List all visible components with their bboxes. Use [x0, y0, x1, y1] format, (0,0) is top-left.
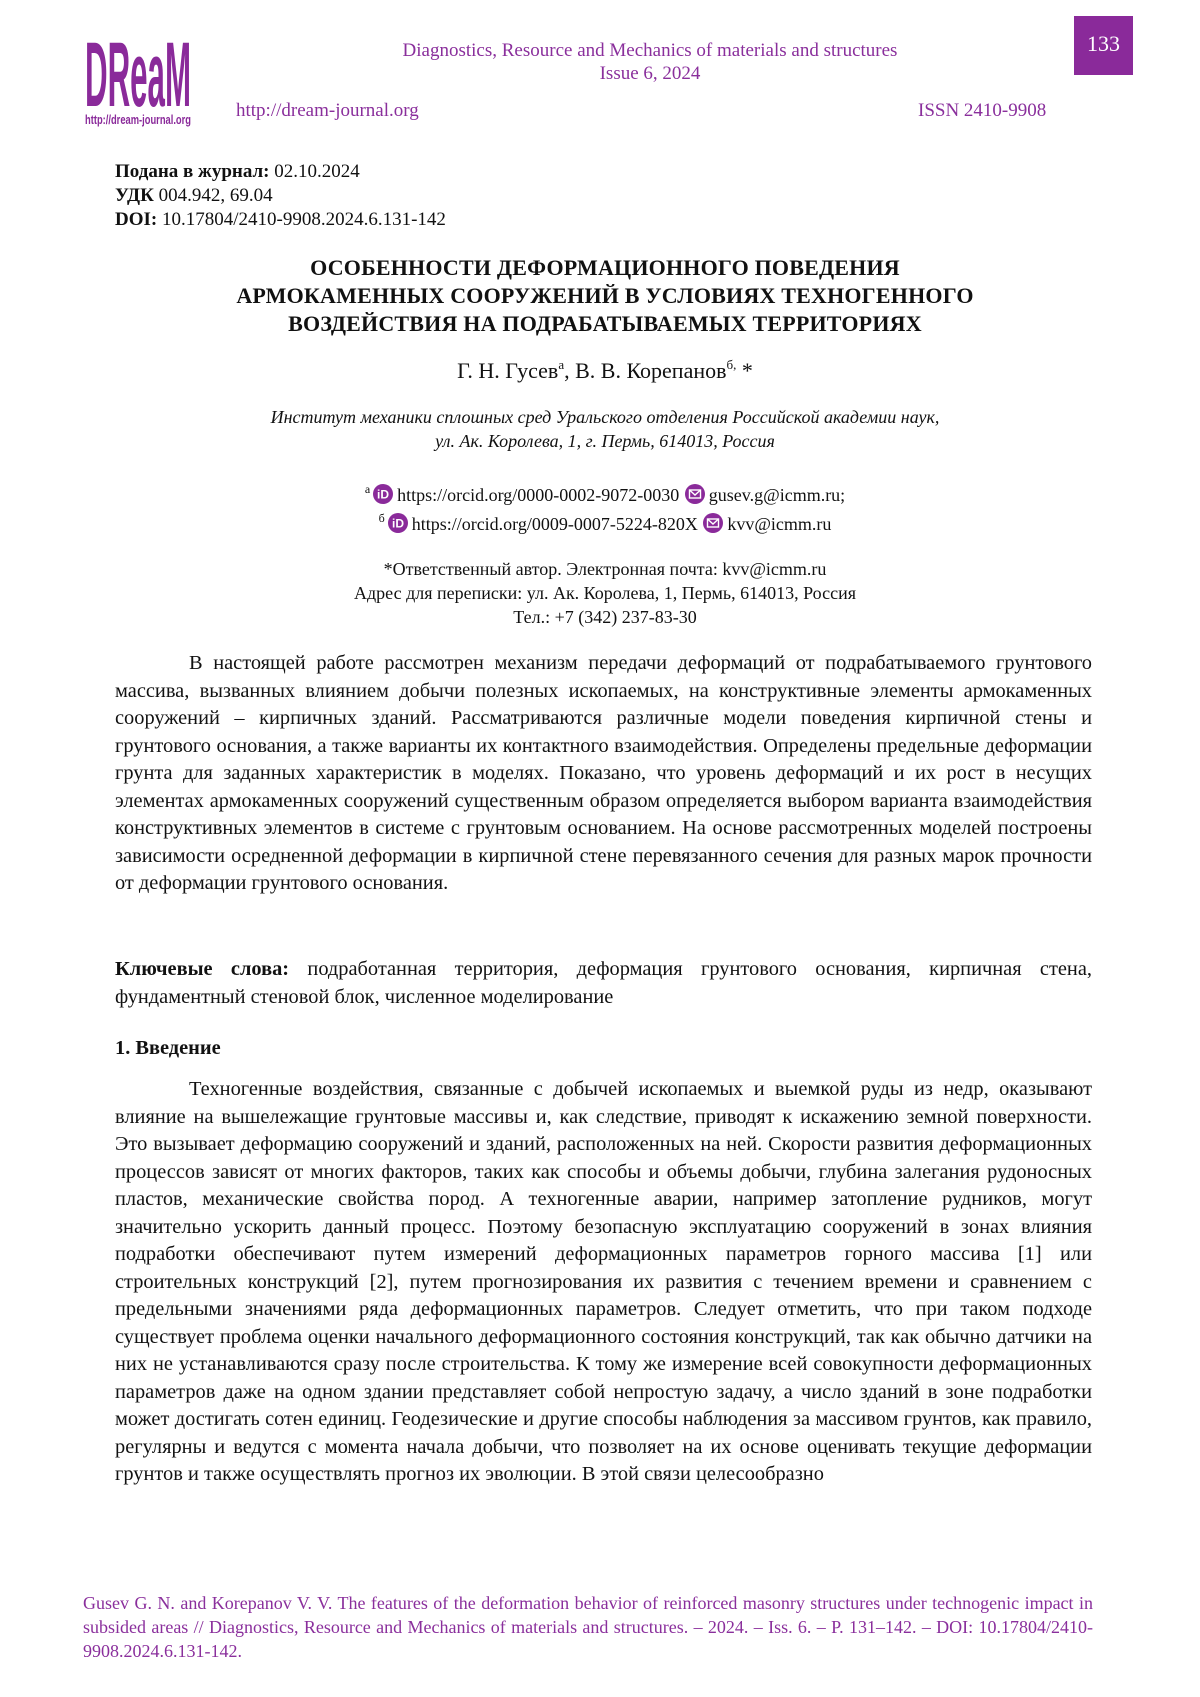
correspondence-address: Адрес для переписки: ул. Ак. Королева, 1, Пермь, 614013, Россия	[354, 583, 856, 603]
email-icon	[703, 513, 723, 533]
orcid-icon	[373, 484, 393, 504]
author-list: Г. Н. Гусев$^а$, В. В. Корепанов$^{б,}$ *	[457, 357, 753, 383]
email-link[interactable]: gusev.g@icmm.ru;	[708, 485, 846, 505]
doi: DOI: 10.17804/2410-9908.2024.6.131-142	[115, 209, 446, 230]
author-orcid-row: $^б$ iD https://orcid.org/0009-0007-5224-820X kvv@icmm.ru	[378, 511, 832, 534]
citation-footer: Gusev G. N. and Korepanov V. V. The features of the deformation behavior of reinforced masonry structures under technogenic impact in subsided areas // Diagnostics, Resource and Mechanics of materials and structures. – 2024. – Iss. 6. – P. 131–142. – DOI: 10.17804/2410-9908.2024.6.131-142.	[83, 1593, 1093, 1661]
section-heading: 1. Введение	[115, 1037, 221, 1059]
doi-link[interactable]: 10.17804/2410-9908.2024.6.131-142	[161, 209, 446, 230]
logo-wordmark: DReaM	[85, 24, 191, 126]
svg-text:iD: iD	[391, 516, 404, 531]
logo-url: http://dream-journal.org	[85, 112, 192, 127]
affiliation-address: ул. Ак. Королева, 1, г. Пермь, 614013, Россия	[435, 431, 775, 451]
journal-issue: Issue 6, 2024	[599, 63, 701, 84]
keywords: Ключевые слова: подработанная территория, деформация грунтового основания, кирпичная стена, фундаментный стеновой блок, численное моделирование	[115, 958, 1092, 1008]
author-orcid-row: $^а$ iD https://orcid.org/0000-0002-9072-0030 gusev.g@icmm.ru;	[364, 482, 846, 505]
abstract: В настоящей работе рассмотрен механизм передачи деформаций от подрабатываемого грунтового массива, вызванных влиянием добычи полезных ископаемых, на конструктивные элементы армокаменных сооружений – кирпичных зданий. Рассматриваются различные модели поведения кирпичной стены и грунтового основания, а также варианты их контактного взаимодействия. Определены предельные деформации грунта для заданных характеристик в моделях. Показано, что уровень деформаций и их рост в несущих элементах армокаменных сооружений существенным образом определяется выбором варианта взаимодействия конструктивных элементов в системе с грунтовым основанием. На основе рассмотренных моделей построены зависимости осредненной деформации в кирпичной стене перевязанного сечения для разных марок прочности от деформации грунтового основания.	[115, 652, 1092, 894]
journal-title: Diagnostics, Resource and Mechanics of materials and structures	[402, 40, 898, 61]
corresponding-author: *Ответственный автор. Электронная почта: kvv@icmm.ru	[383, 559, 827, 579]
phone: Тел.: +7 (342) 237-83-30	[513, 607, 697, 627]
issn: ISSN 2410-9908	[918, 100, 1047, 121]
email-link[interactable]: kvv@icmm.ru	[727, 514, 832, 534]
journal-url-link[interactable]: http://dream-journal.org	[236, 100, 419, 121]
orcid-link[interactable]: https://orcid.org/0000-0002-9072-0030	[397, 485, 680, 505]
svg-text:iD: iD	[377, 487, 390, 502]
orcid-link[interactable]: https://orcid.org/0009-0007-5224-820X	[411, 514, 698, 534]
journal-logo	[83, 18, 195, 132]
introduction-text: Техногенные воздействия, связанные с добычей ископаемых и выемкой руды из недр, оказывают влияние на вышележащие грунтовые массивы и, как следствие, приводят к искажению земной поверхности. Это вызывает деформацию сооружений и зданий, расположенных на ней. Скорости развития деформационных процессов зависят от многих факторов, таких как способы и объемы добычи, глубина залегания рудоносных пластов, механические свойства пород. А техногенные аварии, например затопление рудников, могут значительно ускорить данный процесс. Поэтому безопасную эксплуатацию сооружений в зонах влияния подработки обеспечивают путем измерений деформационных параметров горного массива [1] или строительных конструкций [2], путем прогнозирования их развития с течением времени и сравнением с предельными значениями ряда деформационных параметров. Следует отметить, что при таком подходе существует проблема оценки начального деформационного состояния конструкций, так как обычно датчики на них не устанавливаются сразу после строительства. К тому же измерение всей совокупности деформационных параметров даже на одном здании представляет собой непростую задачу, а число зданий в зоне подработки может достигать сотен единиц. Геодезические и другие способы наблюдения за массивом грунтов, как правило, регулярны и ведутся с момента начала добычи, что позволяет на их основе оценивать текущие деформации грунтов и также осуществлять прогноз их эволюции. В этой связи целесообразно	[115, 1078, 1092, 1485]
udc-code: УДК 004.942, 69.04	[115, 185, 273, 206]
article-title: ОСОБЕННОСТИ ДЕФОРМАЦИОННОГО ПОВЕДЕНИЯ АРМОКАМЕННЫХ СООРУЖЕНИЙ В УСЛОВИЯХ ТЕХНОГЕННОГО ВОЗДЕЙСТВИЯ НА ПОДРАБАТЫВАЕМЫХ ТЕРРИТОРИЯХ	[236, 255, 974, 336]
orcid-icon	[388, 513, 408, 533]
submitted-date: Подана в журнал: 02.10.2024	[115, 161, 360, 182]
affiliation-line: Институт механики сплошных сред Уральского отделения Российской академии наук,	[270, 407, 940, 427]
page-number-badge: 133	[1074, 16, 1133, 75]
email-icon	[685, 484, 705, 504]
